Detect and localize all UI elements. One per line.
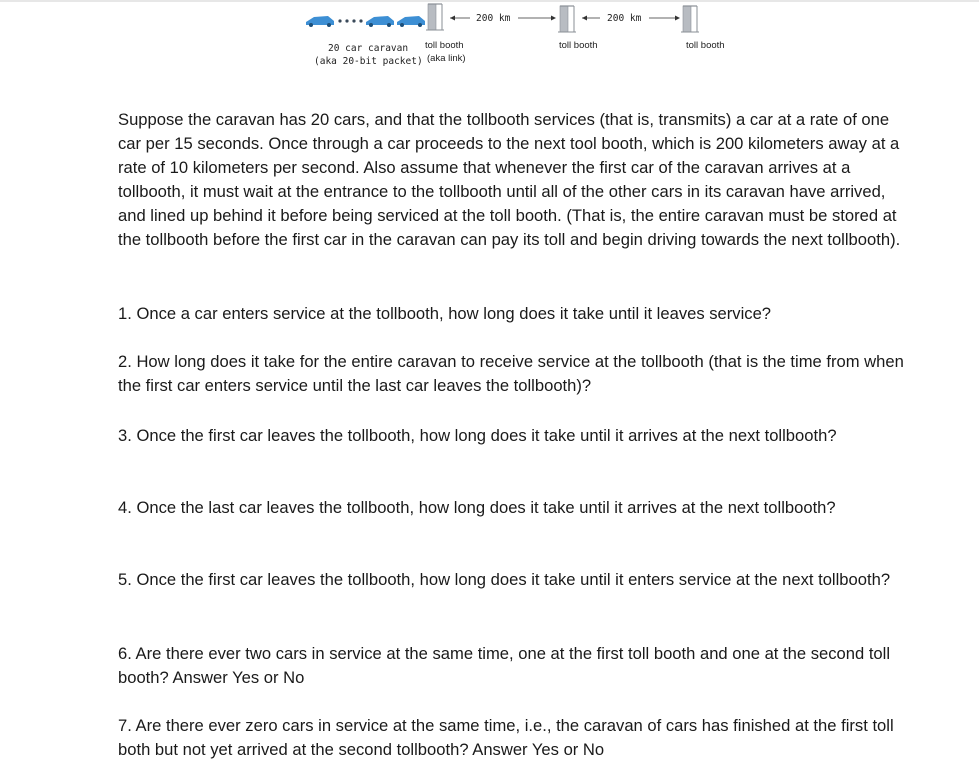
toll-booth-label: toll booth [686,40,725,51]
car-icon [366,16,394,27]
car-icon [397,16,425,27]
question-2: 2. How long does it take for the entire caravan to receive service at the tollbooth (that is the time from when the first car enters service until the last car leaves the tollbooth)? [118,352,904,395]
distance-label: 200 km [607,13,642,24]
toll-booth-icon [558,6,576,32]
toll-booth-icon [426,4,444,30]
question-6: 6. Are there ever two cars in service at the same time, one at the first toll booth and one at the second toll booth? Answer Yes or No [118,644,891,687]
question-3: 3. Once the first car leaves the tollbooth, how long does it take until it arrives at the next tollbooth? [118,426,837,445]
car-icon [306,16,334,27]
question-5: 5. Once the first car leaves the tollbooth, how long does it take until it enters service at the next tollbooth? [118,570,891,589]
caravan-label-sub: (aka 20-bit packet) [314,56,423,67]
ellipsis-dots [338,19,362,22]
caravan-diagram-svg [0,0,979,80]
intro-paragraph: Suppose the caravan has 20 cars, and that the tollbooth services (that is, transmits) a car at a rate of one car per 15 seconds. Once through a car proceeds to the next tool booth, which is 200 kilometers away at a rate of 10 kilometers per second. Also assume that whenever the first car of the caravan arrives at a tollbooth, it must wait at the entrance to the tollbooth until all of the other cars in its caravan have arrived, and lined up behind it before being serviced at the toll booth. (That is, the entire caravan must be stored at the tollbooth before the first car in the caravan can pay its toll and begin driving towards the next tollbooth). [118,110,901,249]
question-1: 1. Once a car enters service at the tollbooth, how long does it take until it leaves service? [118,304,772,323]
caravan-diagram [0,0,979,80]
caravan-label: 20 car caravan [328,43,409,54]
distance-label: 200 km [476,13,511,24]
toll-booth-label-sub: (aka link) [427,53,466,64]
toll-booth-icon [681,6,699,32]
toll-booth-label: toll booth [559,40,598,51]
question-7: 7. Are there ever zero cars in service at the same time, i.e., the caravan of cars has finished at the first toll both but not yet arrived at the second tollbooth? Answer Yes or No [118,716,894,759]
question-4: 4. Once the last car leaves the tollbooth, how long does it take until it arrives at the next tollbooth? [118,498,836,517]
toll-booth-label: toll booth [425,40,464,51]
problem-statement [118,108,908,252]
